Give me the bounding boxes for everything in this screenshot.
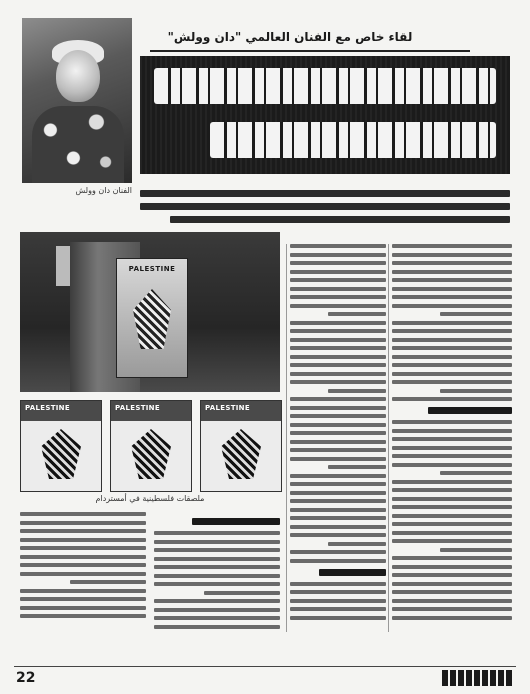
keffiyeh-graphic — [41, 429, 81, 479]
portrait-face — [56, 50, 100, 102]
headline-band — [140, 56, 510, 174]
text-line — [392, 287, 512, 291]
text-line — [290, 533, 386, 537]
text-line — [154, 599, 280, 603]
text-line — [290, 423, 386, 427]
text-line — [290, 457, 386, 461]
text-line — [204, 591, 280, 595]
text-line — [290, 363, 386, 367]
kicker-rule — [150, 50, 470, 52]
text-line — [392, 329, 512, 333]
text-line — [154, 582, 280, 586]
text-line — [392, 556, 512, 560]
text-line — [392, 505, 512, 509]
text-line — [290, 321, 386, 325]
text-line — [154, 574, 280, 578]
text-line — [290, 582, 386, 586]
text-line — [140, 203, 510, 210]
text-line — [154, 540, 280, 544]
text-line — [440, 312, 512, 316]
text-line — [392, 514, 512, 518]
poster — [200, 400, 282, 492]
text-line — [392, 261, 512, 265]
posters-caption: ملصقات فلسطينية في أمستردام — [95, 494, 205, 503]
text-line — [154, 557, 280, 561]
text-line — [290, 261, 386, 265]
text-line — [392, 599, 512, 603]
text-line — [290, 482, 386, 486]
text-line — [290, 474, 386, 478]
text-line — [392, 372, 512, 376]
text-line — [392, 539, 512, 543]
text-line — [392, 616, 512, 620]
text-line — [440, 548, 512, 552]
poster-title: PALESTINE — [205, 404, 250, 412]
text-line — [290, 440, 386, 444]
text-line — [392, 270, 512, 274]
page-number: 22 — [16, 670, 36, 686]
text-line — [70, 580, 146, 584]
text-line — [290, 270, 386, 274]
text-line — [392, 488, 512, 492]
text-line — [392, 590, 512, 594]
text-line — [392, 446, 512, 450]
text-line — [392, 346, 512, 350]
text-column-left — [20, 512, 280, 632]
poster-title: PALESTINE — [25, 404, 70, 412]
text-line — [392, 454, 512, 458]
text-line — [290, 338, 386, 342]
text-line — [392, 420, 512, 424]
text-line — [290, 550, 386, 554]
text-line — [392, 565, 512, 569]
text-line — [290, 406, 386, 410]
text-line — [290, 590, 386, 594]
text-line — [20, 606, 146, 610]
text-line — [392, 295, 512, 299]
text-line — [154, 608, 280, 612]
footer-rule — [14, 666, 516, 667]
text-line — [20, 512, 146, 516]
text-line — [20, 538, 146, 542]
text-line — [392, 607, 512, 611]
poster — [20, 400, 102, 492]
text-line — [290, 380, 386, 384]
text-line — [440, 389, 512, 393]
text-column-middle — [290, 244, 386, 632]
text-line — [392, 397, 512, 401]
text-column-right — [392, 244, 512, 632]
text-line — [392, 582, 512, 586]
text-line — [290, 559, 386, 563]
text-line — [290, 431, 386, 435]
text-line — [290, 295, 386, 299]
article-kicker: لقاء خاص مع الفنان العالمي "دان وولش" — [167, 30, 413, 44]
pillar-poster-title: PALESTINE — [128, 265, 176, 273]
text-line — [20, 546, 146, 550]
text-line — [392, 355, 512, 359]
text-line — [154, 531, 280, 535]
text-line — [290, 508, 386, 512]
text-line — [290, 329, 386, 333]
text-line — [328, 542, 386, 546]
poster-triptych — [20, 400, 280, 490]
text-line — [154, 548, 280, 552]
text-line — [290, 278, 386, 282]
text-line — [392, 278, 512, 282]
text-line — [392, 338, 512, 342]
subheading-line — [319, 569, 386, 576]
text-line — [290, 397, 386, 401]
text-line — [290, 491, 386, 495]
text-line — [392, 480, 512, 484]
text-column-left-a — [154, 512, 280, 633]
text-line — [328, 465, 386, 469]
pillar-poster — [116, 258, 188, 378]
text-line — [170, 216, 510, 223]
pillar-poster-photo — [20, 232, 280, 392]
text-line — [20, 529, 146, 533]
text-line — [392, 531, 512, 535]
text-line — [392, 573, 512, 577]
text-line — [290, 346, 386, 350]
text-line — [20, 521, 146, 525]
text-line — [290, 414, 386, 418]
headline-line — [210, 122, 496, 158]
text-line — [20, 597, 146, 601]
text-line — [290, 244, 386, 248]
text-line — [20, 555, 146, 559]
artist-portrait-photo — [22, 18, 132, 183]
text-line — [290, 499, 386, 503]
text-line — [328, 312, 386, 316]
article-intro — [140, 190, 510, 238]
column-divider — [388, 244, 389, 632]
keffiyeh-graphic — [131, 429, 171, 479]
text-line — [20, 572, 146, 576]
text-line — [154, 616, 280, 620]
text-line — [290, 253, 386, 257]
text-line — [20, 614, 146, 618]
text-line — [290, 599, 386, 603]
text-line — [392, 437, 512, 441]
text-line — [392, 363, 512, 367]
text-line — [290, 516, 386, 520]
text-line — [154, 625, 280, 629]
portrait-shirt — [32, 106, 124, 183]
keffiyeh-graphic — [133, 289, 171, 349]
subheading-line — [192, 518, 280, 525]
text-line — [392, 463, 512, 467]
text-line — [20, 563, 146, 567]
text-line — [392, 522, 512, 526]
text-line — [392, 380, 512, 384]
text-line — [290, 355, 386, 359]
text-line — [20, 589, 146, 593]
text-line — [392, 304, 512, 308]
text-line — [392, 321, 512, 325]
text-line — [392, 429, 512, 433]
text-column-left-b — [20, 512, 146, 623]
poster-title: PALESTINE — [115, 404, 160, 412]
portrait-caption: الفنان دان وولش — [75, 186, 132, 195]
text-line — [290, 448, 386, 452]
text-line — [290, 304, 386, 308]
column-divider — [286, 244, 287, 632]
text-line — [290, 287, 386, 291]
text-line — [290, 372, 386, 376]
text-line — [440, 471, 512, 475]
newspaper-masthead-logo — [442, 670, 512, 686]
text-line — [154, 565, 280, 569]
text-line — [290, 616, 386, 620]
text-line — [140, 190, 510, 197]
text-line — [392, 253, 512, 257]
headline-line — [154, 68, 496, 104]
subheading-line — [428, 407, 512, 414]
text-line — [290, 607, 386, 611]
text-line — [328, 389, 386, 393]
keffiyeh-graphic — [221, 429, 261, 479]
text-line — [392, 497, 512, 501]
poster — [110, 400, 192, 492]
text-line — [290, 525, 386, 529]
text-line — [392, 244, 512, 248]
